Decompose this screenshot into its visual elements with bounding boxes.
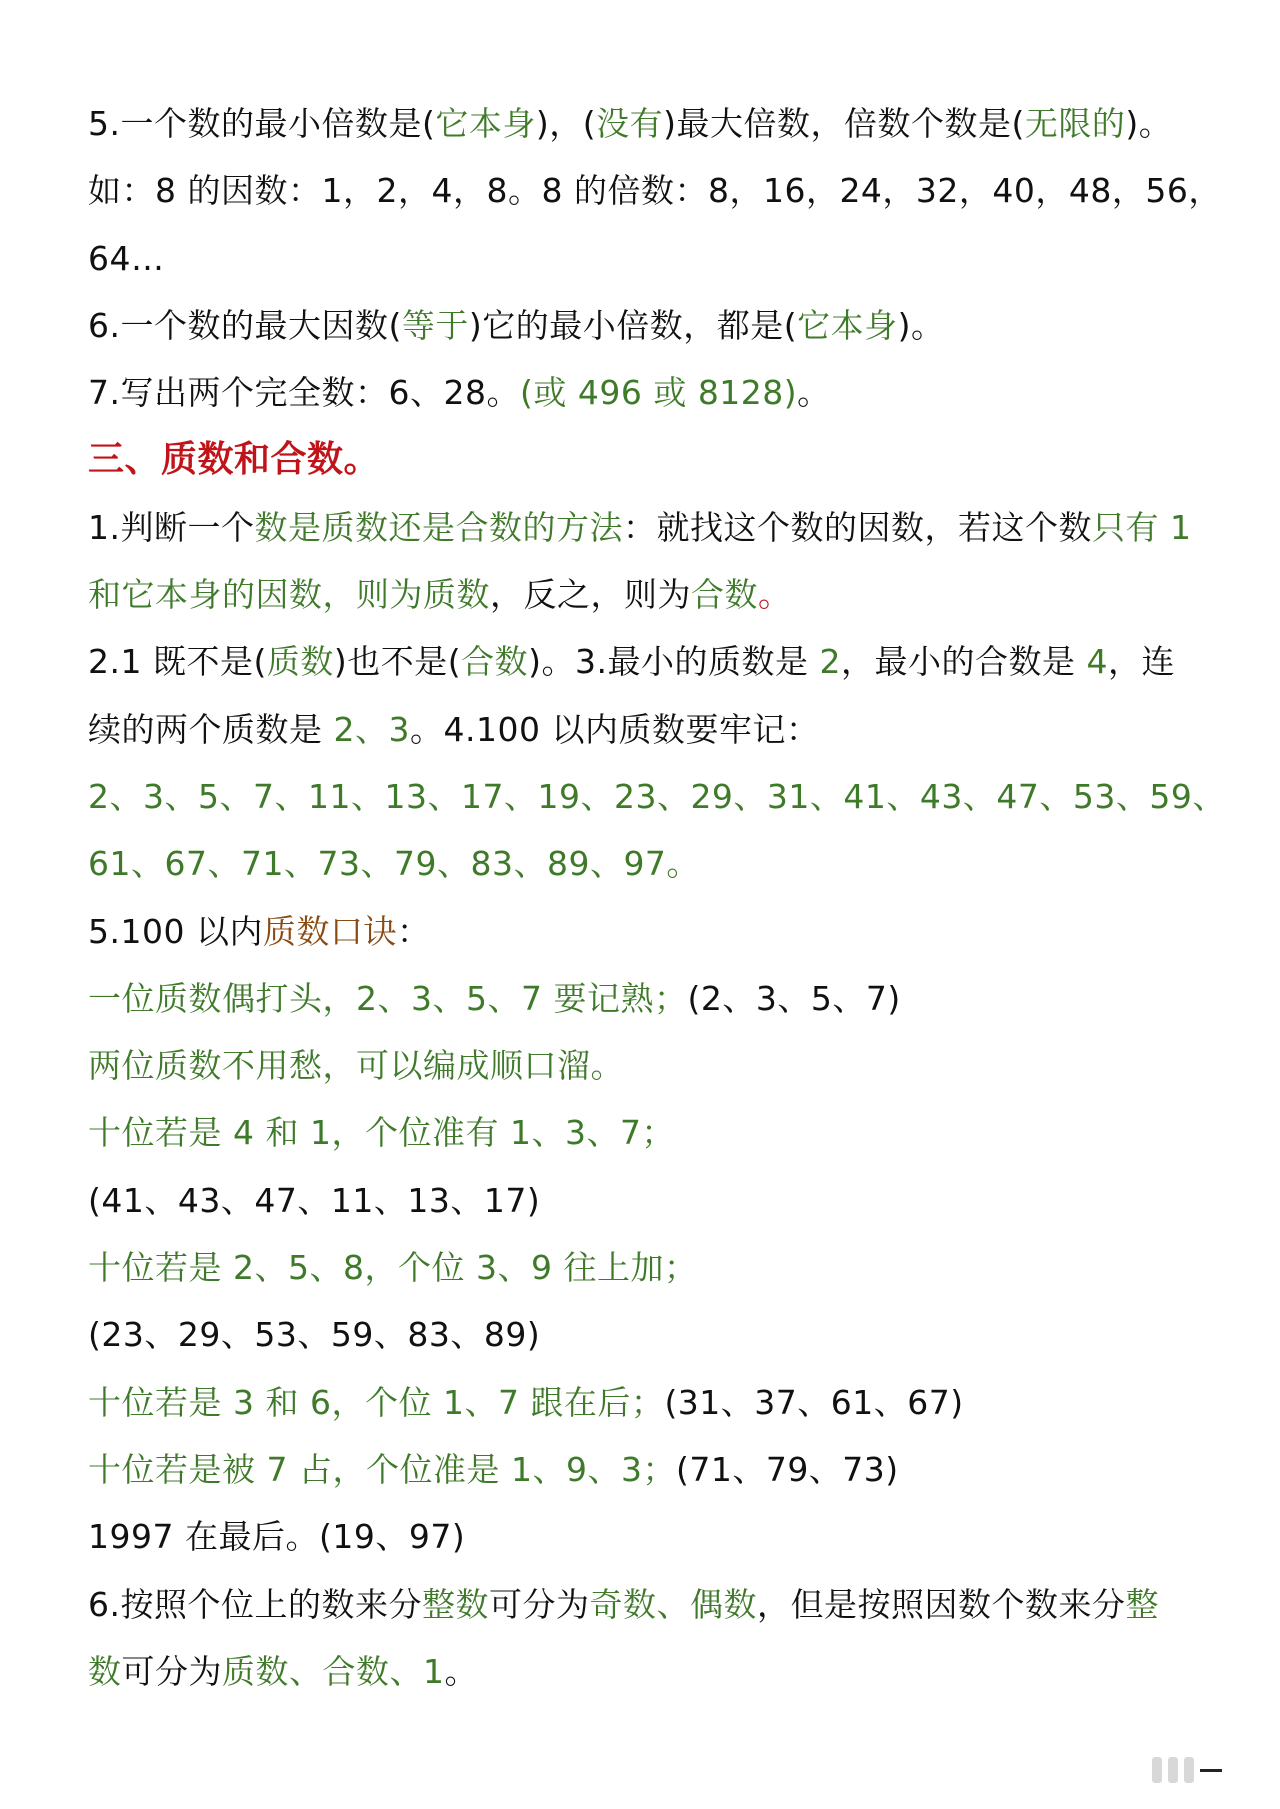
text-segment: (2、3、5、7) bbox=[687, 978, 901, 1018]
text-segment: 合数 bbox=[691, 575, 758, 615]
text-segment: 可分为 bbox=[121, 1651, 222, 1691]
text-segment: (31、37、61、67) bbox=[664, 1382, 964, 1422]
text-segment: (41、43、47、11、13、17) bbox=[88, 1180, 541, 1220]
text-line-22 bbox=[88, 1503, 1208, 1570]
text-segment: ：就找这个数的因数，若这个数 bbox=[623, 507, 1092, 547]
text-line-11 bbox=[88, 763, 1226, 830]
text-segment: 十位若是被 7 占，个位准是 1、9、3； bbox=[88, 1449, 676, 1489]
text-line-12 bbox=[88, 830, 1208, 897]
text-segment: 合数 bbox=[461, 642, 529, 682]
text-segment: ，最小的合数是 bbox=[840, 642, 1087, 682]
text-segment: 5.100 以内 bbox=[88, 911, 263, 951]
text-segment: 质数、合数、1 bbox=[222, 1651, 445, 1691]
text-line-20 bbox=[88, 1369, 1208, 1436]
text-segment: 它本身 bbox=[435, 104, 536, 143]
watermark-bar-1 bbox=[1152, 1757, 1162, 1783]
text-line-19 bbox=[88, 1301, 1208, 1368]
text-segment: 数是质数还是合数的方法 bbox=[254, 507, 623, 547]
text-segment: (71、79、73) bbox=[675, 1449, 899, 1489]
text-segment: 如：8 的因数：1，2，4，8。8 的倍数：8，16，24，32，40，48，56， bbox=[88, 171, 1222, 211]
text-segment: 6.按照个位上的数来分 bbox=[88, 1584, 422, 1624]
text-line-3 bbox=[88, 225, 1208, 292]
watermark-dash bbox=[1200, 1769, 1222, 1772]
text-segment: 1997 在最后。(19、97) bbox=[88, 1517, 466, 1557]
text-segment: 2、3、5、7、11、13、17、19、23、29、31、41、43、47、53、59、 bbox=[88, 776, 1226, 816]
text-segment: 奇数、偶数 bbox=[589, 1584, 757, 1624]
text-segment: 6.一个数的最大因数( bbox=[88, 305, 402, 345]
text-segment: 两位质数不用愁，可以编成顺口溜。 bbox=[88, 1046, 624, 1086]
text-line-17 bbox=[88, 1167, 1208, 1234]
text-segment: 和它本身的因数，则为质数 bbox=[88, 575, 490, 615]
watermark-logo bbox=[1152, 1757, 1222, 1783]
text-line-16 bbox=[88, 1099, 1208, 1166]
text-segment: ，但是按照因数个数来分 bbox=[757, 1584, 1126, 1624]
text-line-8 bbox=[88, 561, 1208, 628]
watermark-bar-2 bbox=[1168, 1757, 1178, 1783]
text-segment: 。 bbox=[444, 1651, 478, 1691]
text-line-10 bbox=[88, 696, 1208, 763]
text-segment: 十位若是 4 和 1，个位准有 1、3、7； bbox=[88, 1113, 675, 1153]
text-segment: ： bbox=[396, 911, 431, 951]
document-body bbox=[88, 90, 1226, 1705]
text-segment: 。 bbox=[758, 575, 792, 615]
text-segment: )它的最小倍数，都是( bbox=[468, 305, 798, 345]
text-line-4 bbox=[88, 292, 1208, 359]
text-segment: 整 bbox=[1125, 1584, 1159, 1624]
text-segment: 2.1 既不是( bbox=[88, 642, 267, 682]
text-line-13 bbox=[88, 898, 1208, 965]
text-segment: )。3.最小的质数是 bbox=[528, 642, 820, 682]
text-segment: 它本身 bbox=[797, 305, 898, 345]
text-line-9 bbox=[88, 628, 1208, 695]
text-segment: )。 bbox=[897, 305, 945, 345]
text-segment: 三、质数和合数。 bbox=[88, 439, 381, 481]
text-segment: (或 496 或 8128) bbox=[519, 373, 798, 413]
text-line-6 bbox=[88, 426, 1208, 493]
text-segment: 质数口诀 bbox=[262, 911, 397, 951]
text-line-15 bbox=[88, 1032, 1208, 1099]
text-segment: 5.一个数的最小倍数是( bbox=[88, 104, 436, 143]
text-segment: 十位若是 2、5、8，个位 3、9 往上加； bbox=[88, 1248, 698, 1288]
text-segment: 1.判断一个 bbox=[88, 507, 255, 547]
text-line-23 bbox=[88, 1571, 1208, 1638]
text-segment: 数 bbox=[88, 1651, 122, 1691]
text-segment: )也不是( bbox=[333, 642, 462, 682]
text-line-5 bbox=[88, 359, 1208, 426]
text-segment: 。 bbox=[797, 373, 831, 413]
text-segment: 。4.100 以内质数要牢记： bbox=[410, 709, 820, 749]
text-segment: 只有 1 bbox=[1092, 507, 1192, 547]
text-segment: 2 bbox=[819, 642, 841, 682]
text-segment: 没有 bbox=[596, 104, 664, 143]
text-segment: 质数 bbox=[266, 642, 334, 682]
text-line-2 bbox=[88, 157, 1222, 224]
text-segment: 4 bbox=[1086, 642, 1108, 682]
text-line-14 bbox=[88, 965, 1208, 1032]
text-line-18 bbox=[88, 1234, 1208, 1301]
text-segment: (23、29、53、59、83、89) bbox=[88, 1315, 541, 1355]
text-segment: 一位质数偶打头，2、3、5、7 要记熟； bbox=[88, 978, 688, 1018]
text-segment: ，连 bbox=[1107, 642, 1175, 682]
text-line-21 bbox=[88, 1436, 1208, 1503]
text-segment: 整数 bbox=[422, 1584, 489, 1624]
text-segment: 无限的 bbox=[1024, 104, 1126, 143]
text-segment: 61、67、71、73、79、83、89、97。 bbox=[88, 844, 700, 884]
text-segment: 十位若是 3 和 6，个位 1、7 跟在后； bbox=[88, 1382, 665, 1422]
text-segment: 64… bbox=[88, 238, 165, 278]
text-segment: 可分为 bbox=[489, 1584, 590, 1624]
text-line-1 bbox=[88, 90, 1208, 157]
text-segment: ，反之，则为 bbox=[490, 575, 691, 615]
text-segment: )。 bbox=[1125, 104, 1173, 143]
text-segment: 续的两个质数是 bbox=[88, 709, 334, 749]
text-line-24 bbox=[88, 1638, 1208, 1705]
text-segment: 7.写出两个完全数：6、28。 bbox=[88, 373, 520, 413]
text-segment: )，( bbox=[535, 104, 597, 143]
text-segment: 等于 bbox=[401, 305, 469, 345]
watermark-bar-3 bbox=[1184, 1757, 1194, 1783]
text-segment: 2、3 bbox=[333, 709, 410, 749]
text-segment: )最大倍数，倍数个数是( bbox=[663, 104, 1025, 143]
text-line-7 bbox=[88, 494, 1208, 561]
